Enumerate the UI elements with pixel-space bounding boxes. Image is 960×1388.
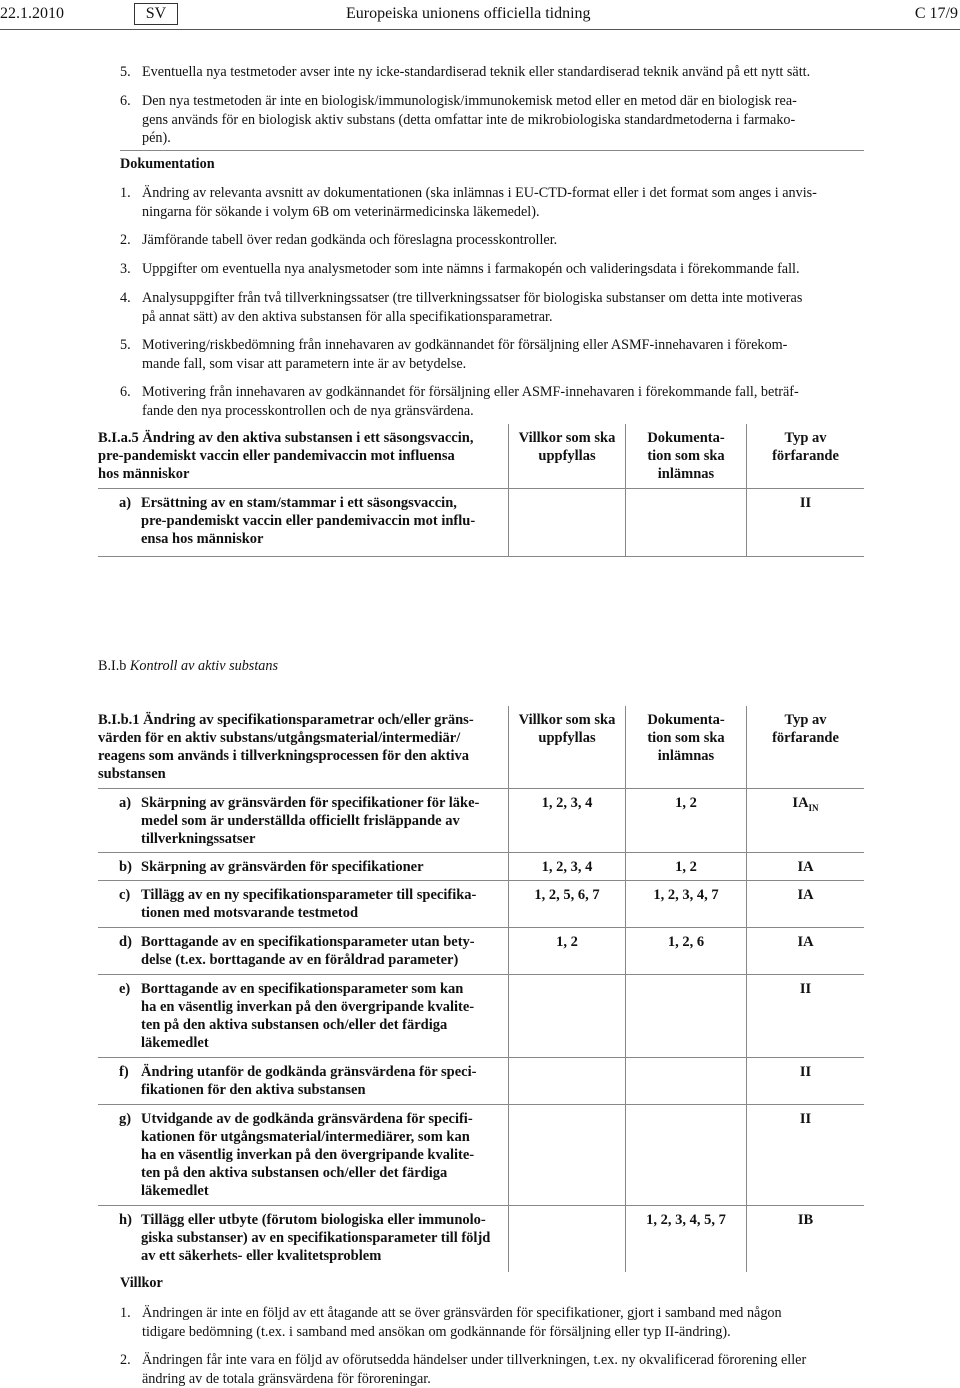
table-2-rule-5 bbox=[98, 1057, 864, 1058]
section-divider bbox=[120, 150, 864, 151]
intro-item-6-num: 6. bbox=[120, 93, 131, 109]
villkor-item-2-num: 2. bbox=[120, 1352, 131, 1368]
table-2-row-a-typ bbox=[747, 794, 864, 817]
table-2-row-h-line-3: av ett säkerhets- eller kvalitetsproblem bbox=[141, 1248, 382, 1264]
table-2-rule-7 bbox=[98, 1205, 864, 1206]
table-2-col-sep-2 bbox=[625, 706, 626, 1272]
table-2-row-a-typ-sub: IN bbox=[808, 802, 819, 813]
dok-item-6-line-2: fande den nya processkontrollen och de nya gränsvärdena. bbox=[142, 402, 474, 419]
table-2-row-e-line-3: ten på den aktiva substansen och/eller det färdiga bbox=[141, 1017, 448, 1033]
dokumentation-heading: Dokumentation bbox=[120, 156, 215, 172]
intro-item-5-text: Eventuella nya testmetoder avser inte ny icke-standardiserad teknik eller standardiserad teknik använd på ett nytt sätt. bbox=[142, 64, 811, 80]
page-header bbox=[0, 2, 960, 26]
table-2-rule-3 bbox=[98, 927, 864, 928]
section-b-title: Kontroll av aktiv substans bbox=[129, 658, 278, 674]
dok-item-1-line-2: ningarna för sökande i volym 6B om veterinärmedicinska läkemedel). bbox=[142, 203, 540, 220]
table-1-col-typ-2: förfarande bbox=[772, 448, 839, 464]
table-2-row-h-typ: IB bbox=[797, 1212, 814, 1228]
table-2-row-a-line-3: tillverkningssatser bbox=[141, 831, 256, 847]
table-1-header-rule bbox=[98, 488, 864, 489]
table-2-col-typ-1: Typ av bbox=[784, 712, 827, 728]
dok-item-5-line-1: Motivering/riskbedömning från innehavaren av godkännandet för försäljning eller ASMF-innehavaren i förekom- bbox=[142, 337, 788, 353]
table-2-row-c-dok: 1, 2, 3, 4, 7 bbox=[653, 887, 719, 903]
section-b-heading bbox=[98, 657, 278, 676]
dok-item-6-num: 6. bbox=[120, 384, 131, 400]
table-1-title-line-1: B.I.a.5 Ändring av den aktiva substansen i ett säsongsvaccin, bbox=[98, 430, 474, 446]
dok-item-3-num: 3. bbox=[120, 261, 131, 277]
table-2-row-a-villkor: 1, 2, 3, 4 bbox=[541, 795, 593, 811]
table-2-row-f-letter: f) bbox=[119, 1064, 129, 1080]
table-2-row-d-villkor: 1, 2 bbox=[556, 934, 578, 950]
dok-item-4-line-2: på annat sätt) av den aktiva substansen för alla specifikationsparametrar. bbox=[142, 308, 553, 325]
table-1-col-villkor-1: Villkor som ska bbox=[518, 430, 616, 446]
table-2-row-d-letter: d) bbox=[119, 934, 132, 950]
table-2-row-c-typ: IA bbox=[797, 887, 814, 903]
table-2-row-b-dok: 1, 2 bbox=[675, 859, 697, 875]
table-1-col-typ-1: Typ av bbox=[784, 430, 827, 446]
table-2-col-typ-2: förfarande bbox=[772, 730, 839, 746]
table-1-row-a-letter: a) bbox=[119, 495, 132, 511]
table-2-title-line-2: värden för en aktiv substans/utgångsmaterial/intermediär/ bbox=[98, 730, 461, 746]
table-2-row-e-typ: II bbox=[799, 981, 812, 997]
table-1-title-line-3: hos människor bbox=[98, 466, 190, 482]
dok-item-4-line-1: Analysuppgifter från två tillverkningssatser (tre tillverkningssatser för biologiska substanser om detta inte motiveras bbox=[142, 290, 803, 306]
table-2-row-g-letter: g) bbox=[119, 1111, 132, 1127]
table-2-rule-2 bbox=[98, 880, 864, 881]
table-2-row-d-typ: IA bbox=[797, 934, 814, 950]
dok-item-4-num: 4. bbox=[120, 290, 131, 306]
table-2-header-rule bbox=[98, 788, 864, 789]
intro-item-6-line-1: Den nya testmetoden är inte en biologisk/immunologisk/immunokemisk metod eller en metod där en biologisk rea- bbox=[142, 93, 797, 109]
table-2-row-a-letter: a) bbox=[119, 795, 132, 811]
table-2-row-f-line-2: fikationen för den aktiva substansen bbox=[141, 1082, 366, 1098]
header-page-number: C 17/9 bbox=[914, 5, 958, 22]
table-2-col-villkor-1: Villkor som ska bbox=[518, 712, 616, 728]
table-2-row-f-line-1: Ändring utanför de godkända gränsvärdena för speci- bbox=[141, 1064, 477, 1080]
table-2-row-c-line-2: tionen med motsvarande testmetod bbox=[141, 905, 359, 921]
table-2-row-h-line-1: Tillägg eller utbyte (förutom biologiska eller immunolo- bbox=[141, 1212, 486, 1228]
table-2-row-d-dok: 1, 2, 6 bbox=[667, 934, 705, 950]
table-2-title-line-3: reagens som används i tillverkningsprocessen för den aktiva bbox=[98, 748, 469, 764]
villkor-item-1-line-1: Ändringen är inte en följd av ett åtagande att se över gränsvärden för specifikationer, gjort i samband med någon bbox=[142, 1305, 782, 1321]
table-2-rule-4 bbox=[98, 974, 864, 975]
table-1-col-dok-2: tion som ska bbox=[647, 448, 725, 464]
table-2-row-b-line-1: Skärpning av gränsvärden för specifikationer bbox=[141, 859, 424, 875]
table-2-row-a-line-1: Skärpning av gränsvärden för specifikationer för läke- bbox=[141, 795, 480, 811]
section-b-code: B.I.b bbox=[98, 658, 127, 674]
dok-item-1-line-1: Ändring av relevanta avsnitt av dokumentationen (ska inlämnas i EU-CTD-format eller i det format som anges i anvis- bbox=[142, 185, 817, 201]
villkor-item-2-line-1: Ändringen får inte vara en följd av oförutsedda händelser under tillverkningen, t.ex. ny okvalificerad förorening eller bbox=[142, 1352, 807, 1368]
intro-item-6-line-2: gens används för en biologisk aktiv substans (detta omfattar inte de mikrobiologiska standardmetoderna i farmako- bbox=[142, 111, 796, 128]
villkor-item-1-line-2: tidigare bedömning (t.ex. i samband med ansökan om godkännande för försäljning eller typ II-ändring). bbox=[142, 1323, 731, 1340]
dok-item-5-line-2: mande fall, som visar att parametern inte är av betydelse. bbox=[142, 355, 467, 372]
table-1-bottom-rule bbox=[98, 556, 864, 557]
table-1-row-a-line-3: ensa hos människor bbox=[141, 531, 264, 547]
header-date: 22.1.2010 bbox=[0, 5, 64, 22]
table-2-row-b-letter: b) bbox=[119, 859, 132, 875]
table-2-row-c-villkor: 1, 2, 5, 6, 7 bbox=[534, 887, 600, 903]
table-2-row-g-line-2: kationen för utgångsmaterial/intermediärer, som kan bbox=[141, 1129, 470, 1145]
villkor-item-1-num: 1. bbox=[120, 1305, 131, 1321]
table-2-row-d-line-2: delse (t.ex. borttagande av en föråldrad parameter) bbox=[141, 952, 459, 968]
table-1-col-dok-1: Dokumenta- bbox=[647, 430, 725, 446]
table-2-row-e-line-2: ha en väsentlig inverkan på den övergripande kvalite- bbox=[141, 999, 475, 1015]
table-2-col-dok-3: inlämnas bbox=[657, 748, 715, 764]
table-1-col-villkor-2: uppfyllas bbox=[538, 448, 596, 464]
header-rule bbox=[0, 29, 960, 30]
table-2-row-e-letter: e) bbox=[119, 981, 131, 997]
table-2-title-line-1: B.I.b.1 Ändring av specifikationsparametrar och/eller gräns- bbox=[98, 712, 474, 728]
table-2-row-a-line-2: medel som är underställda officiellt frisläppande av bbox=[141, 813, 460, 829]
dok-item-1-num: 1. bbox=[120, 185, 131, 201]
table-2-row-c-letter: c) bbox=[119, 887, 131, 903]
table-2-col-sep-1 bbox=[508, 706, 509, 1272]
header-journal-title: Europeiska unionens officiella tidning bbox=[346, 5, 591, 22]
table-2-row-b-typ: IA bbox=[797, 859, 814, 875]
table-1-row-a-typ: II bbox=[799, 495, 812, 511]
dok-item-3-line-1: Uppgifter om eventuella nya analysmetoder som inte nämns i farmakopén och valideringsdata i förekommande fall. bbox=[142, 261, 800, 277]
table-2-row-g-line-4: ten på den aktiva substansen och/eller det färdiga bbox=[141, 1165, 448, 1181]
dok-item-6-line-1: Motivering från innehavaren av godkännandet för försäljning eller ASMF-innehavaren i förekommande fall, beträf- bbox=[142, 384, 799, 400]
table-2-row-e-line-1: Borttagande av en specifikationsparameter som kan bbox=[141, 981, 464, 997]
table-2-title-line-4: substansen bbox=[98, 766, 166, 782]
table-2-row-g-line-5: läkemedlet bbox=[141, 1183, 209, 1199]
dok-item-2-num: 2. bbox=[120, 232, 131, 248]
table-2-rule-6 bbox=[98, 1104, 864, 1105]
table-1-title-line-2: pre-pandemiskt vaccin eller pandemivaccin mot influensa bbox=[98, 448, 455, 464]
table-2-row-g-line-1: Utvidgande av de godkända gränsvärdena för specifi- bbox=[141, 1111, 473, 1127]
header-language-box: SV bbox=[134, 3, 178, 25]
table-2-row-d-line-1: Borttagande av en specifikationsparameter utan bety- bbox=[141, 934, 475, 950]
table-2-col-villkor-2: uppfyllas bbox=[538, 730, 596, 746]
table-2-row-e-line-4: läkemedlet bbox=[141, 1035, 209, 1051]
table-2-col-dok-2: tion som ska bbox=[647, 730, 725, 746]
dok-item-2-line-1: Jämförande tabell över redan godkända och föreslagna processkontroller. bbox=[142, 232, 558, 248]
intro-item-6-line-3: pén). bbox=[142, 130, 171, 147]
villkor-item-2-line-2: ändring av de totala gränsvärdena för föroreningar. bbox=[142, 1370, 431, 1387]
table-2-row-g-typ: II bbox=[799, 1111, 812, 1127]
table-1-col-dok-3: inlämnas bbox=[657, 466, 715, 482]
table-2-row-h-dok: 1, 2, 3, 4, 5, 7 bbox=[646, 1212, 726, 1228]
table-1-row-a-line-2: pre-pandemiskt vaccin eller pandemivaccin mot influ- bbox=[141, 513, 476, 529]
table-2-row-g-line-3: ha en väsentlig inverkan på den övergripande kvalite- bbox=[141, 1147, 475, 1163]
table-2-row-h-line-2: giska substanser) av en specifikationsparameter till följd bbox=[141, 1230, 491, 1246]
table-2-row-c-line-1: Tillägg av en ny specifikationsparameter till specifika- bbox=[141, 887, 477, 903]
table-2-col-dok-1: Dokumenta- bbox=[647, 712, 725, 728]
table-2-row-a-typ-main: IA bbox=[792, 795, 809, 811]
intro-item-5-num: 5. bbox=[120, 64, 131, 80]
dok-item-5-num: 5. bbox=[120, 337, 131, 353]
table-1-row-a-line-1: Ersättning av en stam/stammar i ett säsongsvaccin, bbox=[141, 495, 457, 511]
table-2-rule-1 bbox=[98, 852, 864, 853]
villkor-heading: Villkor bbox=[120, 1275, 163, 1291]
table-2-row-h-letter: h) bbox=[119, 1212, 132, 1228]
table-2-row-a-dok: 1, 2 bbox=[675, 795, 697, 811]
table-2-row-f-typ: II bbox=[799, 1064, 812, 1080]
table-2-row-b-villkor: 1, 2, 3, 4 bbox=[541, 859, 593, 875]
